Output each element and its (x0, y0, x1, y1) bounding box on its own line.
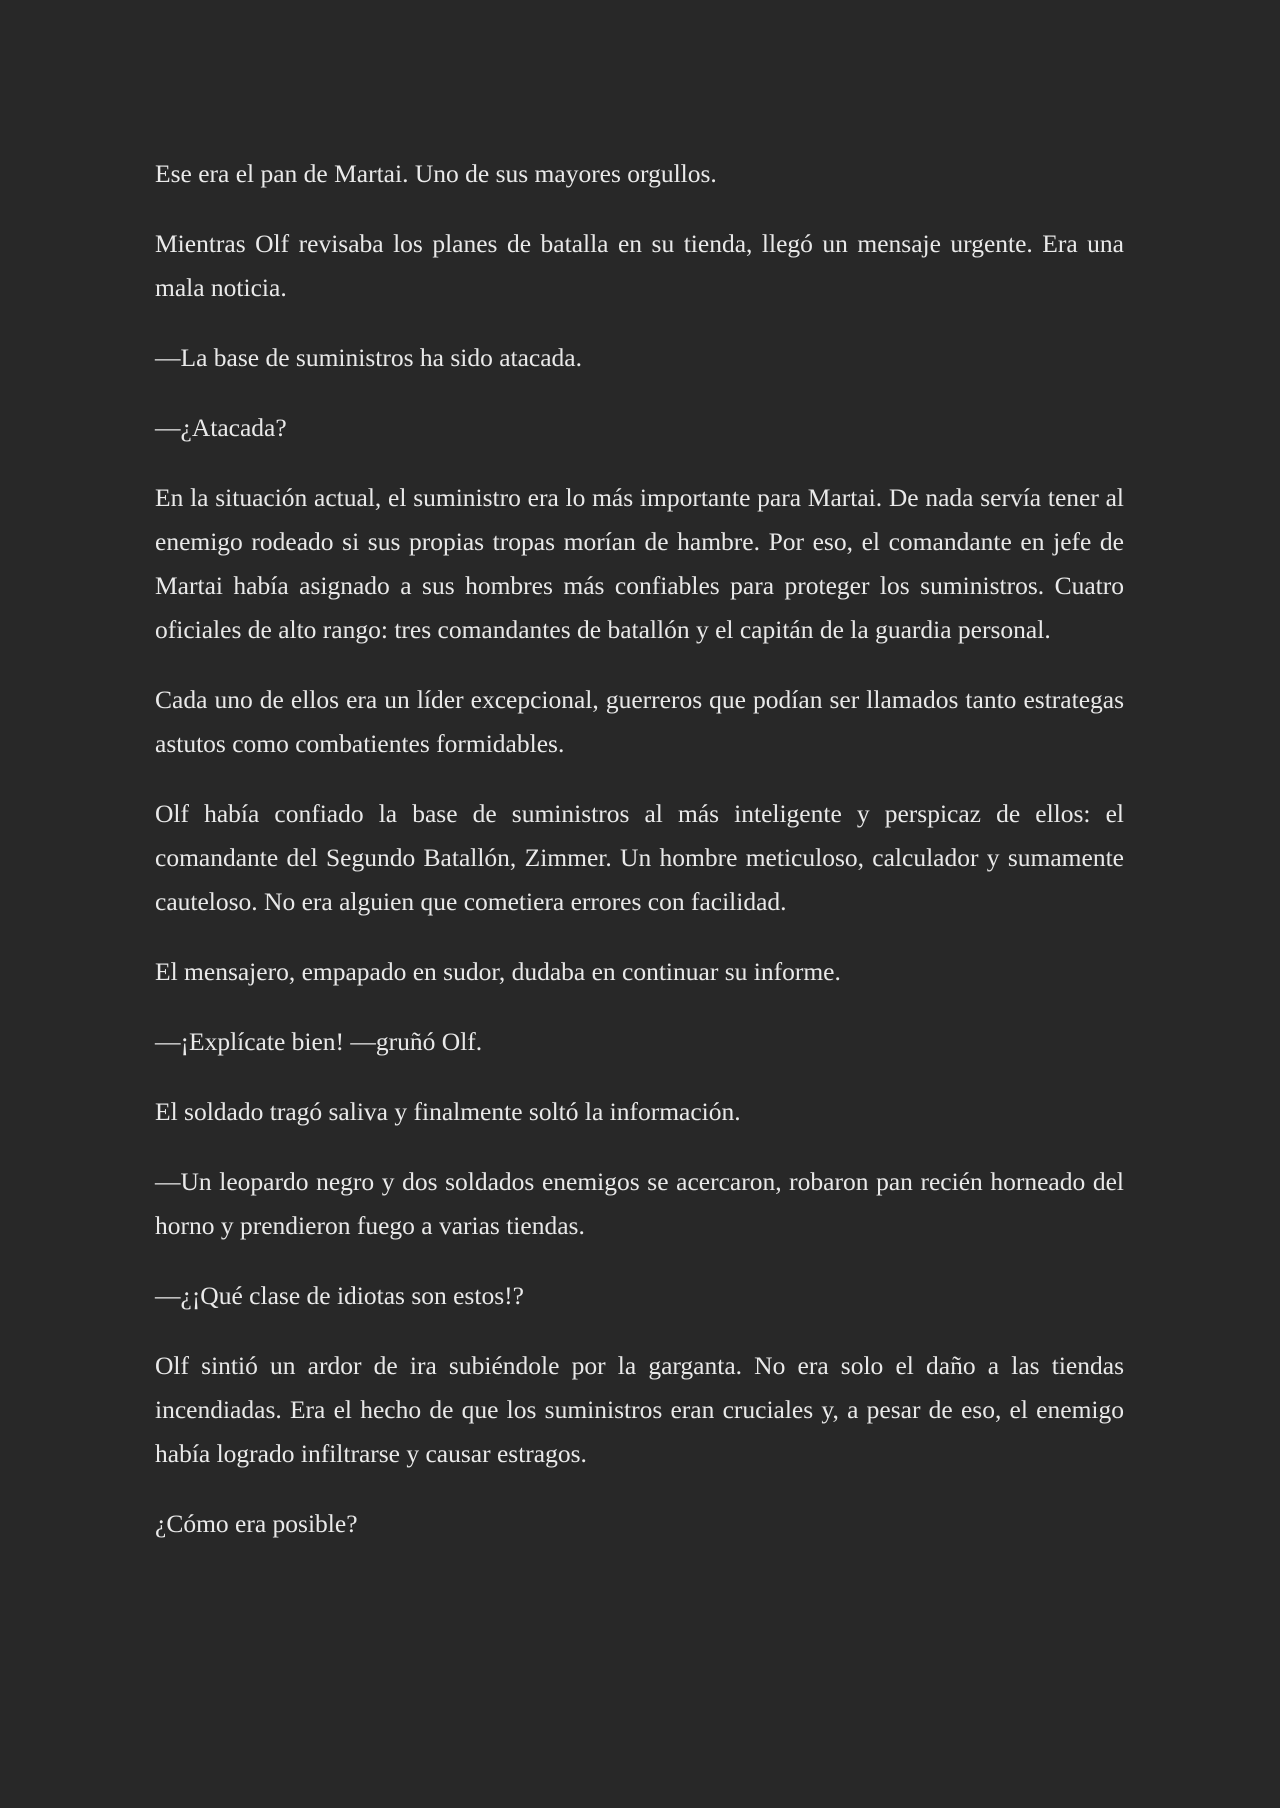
paragraph: El soldado tragó saliva y finalmente soltó la información. (155, 1097, 741, 1126)
paragraph: —¡Explícate bien! —gruñó Olf. (155, 1027, 483, 1056)
reader-page (155, 152, 1124, 1572)
paragraph: —Un leopardo negro y dos soldados enemigos se acercaron, robaron pan recién horneado del horno y prendieron fuego a varias tiendas. (155, 1167, 1124, 1240)
paragraph: Cada uno de ellos era un líder excepcional, guerreros que podían ser llamados tanto estrategas astutos como combatientes formidables. (155, 685, 1124, 758)
paragraph: Ese era el pan de Martai. Uno de sus mayores orgullos. (155, 159, 717, 188)
paragraph: ¿Cómo era posible? (155, 1509, 358, 1538)
paragraph: En la situación actual, el suministro era lo más importante para Martai. De nada servía tener al enemigo rodeado si sus propias tropas morían de hambre. Por eso, el comandante en jefe de Martai había asignado a sus hombres más confiables para proteger los suministros. Cuatro oficiales de alto rango: tres comandantes de batallón y el capitán de la guardia personal. (155, 483, 1124, 644)
paragraph: Mientras Olf revisaba los planes de batalla en su tienda, llegó un mensaje urgente. Era una mala noticia. (155, 229, 1124, 302)
paragraph: —¿Atacada? (155, 413, 287, 442)
paragraph: Olf había confiado la base de suministros al más inteligente y perspicaz de ellos: el comandante del Segundo Batallón, Zimmer. Un hombre meticuloso, calculador y sumamente cauteloso. No era alguien que cometiera errores con facilidad. (155, 799, 1124, 916)
paragraph: El mensajero, empapado en sudor, dudaba en continuar su informe. (155, 957, 841, 986)
paragraph: —La base de suministros ha sido atacada. (155, 343, 583, 372)
paragraph: Olf sintió un ardor de ira subiéndole por la garganta. No era solo el daño a las tiendas incendiadas. Era el hecho de que los suministros eran cruciales y, a pesar de eso, el enemigo había logrado infiltrarse y causar estragos. (155, 1351, 1124, 1468)
paragraph: —¿¡Qué clase de idiotas son estos!? (155, 1281, 524, 1310)
